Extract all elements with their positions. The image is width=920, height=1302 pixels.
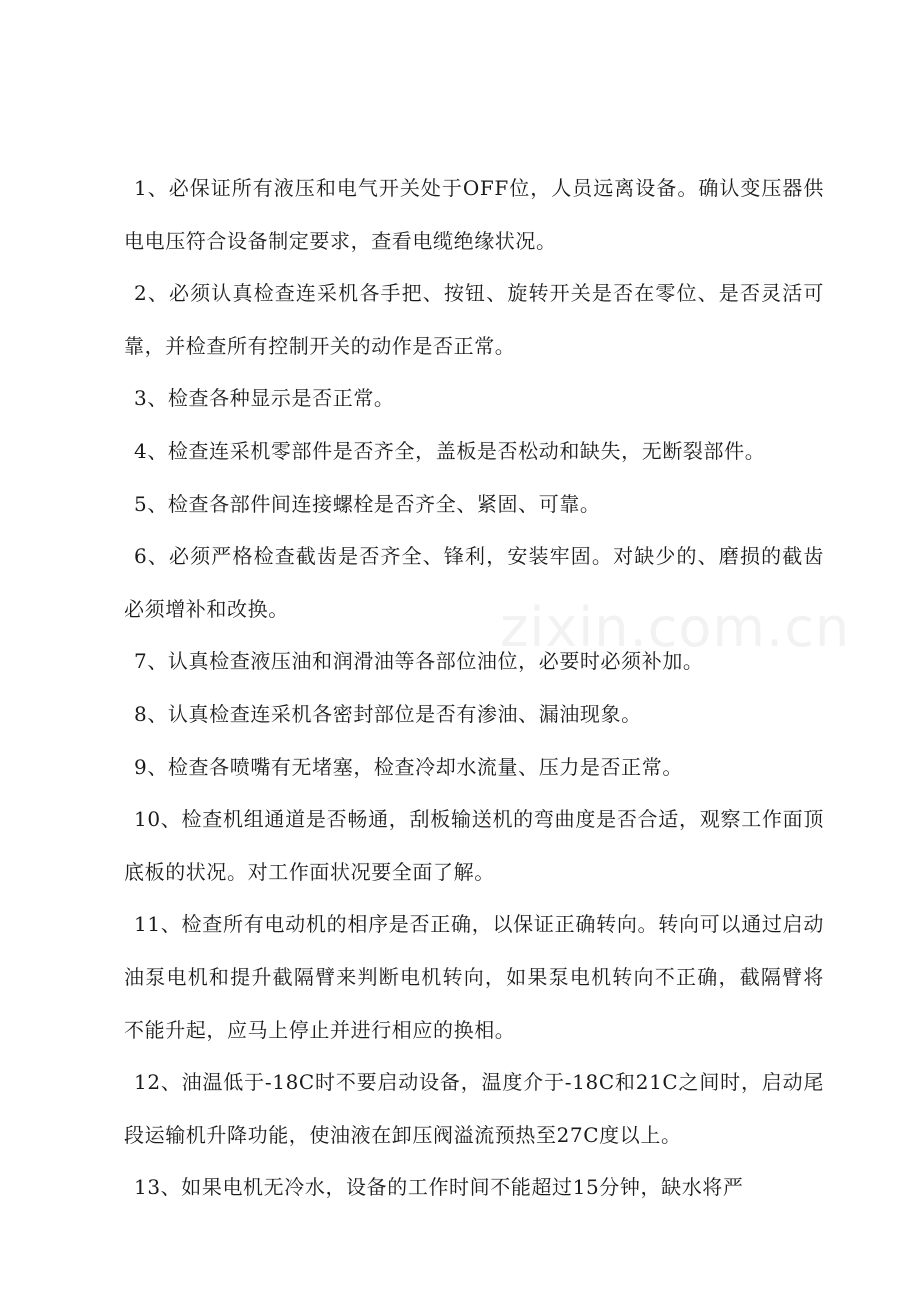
paragraph-1: 1、必保证所有液压和电气开关处于OFF位，人员远离设备。确认变压器供电电压符合设备制定要求，查看电缆绝缘状况。 (124, 176, 824, 253)
paragraph-6: 6、必须严格检查截齿是否齐全、锋利，安装牢固。对缺少的、磨损的截齿必须增补和改换。 (124, 544, 824, 621)
watermark: zixin.com.cn (500, 596, 851, 659)
paragraph-9: 9、检查各喷嘴有无堵塞，检查冷却水流量、压力是否正常。 (134, 754, 683, 779)
paragraph-8: 8、认真检查连采机各密封部位是否有渗油、漏油现象。 (134, 701, 642, 726)
paragraph-10: 10、检查机组通道是否畅通，刮板输送机的弯曲度是否合适，观察工作面顶底板的状况。对工作面状况要全面了解。 (124, 807, 824, 884)
paragraph-4: 4、检查连采机零部件是否齐全，盖板是否松动和缺失，无断裂部件。 (134, 438, 766, 463)
paragraph-2: 2、必须认真检查连采机各手把、按钮、旋转开关是否在零位、是否灵活可靠，并检查所有控制开关的动作是否正常。 (124, 281, 824, 358)
paragraph-11: 11、检查所有电动机的相序是否正确，以保证正确转向。转向可以通过启动油泵电机和提升截隔臂来判断电机转向，如果泵电机转向不正确，截隔臂将不能升起，应马上停止并进行相应的换相。 (124, 912, 824, 1042)
paragraph-12: 12、油温低于-18C时不要启动设备，温度介于-18C和21C之间时，启动尾段运输机升降功能，使油液在卸压阀溢流预热至27C度以上。 (124, 1070, 824, 1147)
paragraph-5: 5、检查各部件间连接螺栓是否齐全、紧固、可靠。 (134, 491, 601, 516)
paragraph-13: 13、如果电机无冷水，设备的工作时间不能超过15分钟，缺水将严 (134, 1175, 744, 1200)
paragraph-3: 3、检查各种显示是否正常。 (134, 386, 395, 411)
paragraph-7: 7、认真检查液压油和润滑油等各部位油位，必要时必须补加。 (134, 649, 704, 674)
document-body (124, 162, 824, 1214)
